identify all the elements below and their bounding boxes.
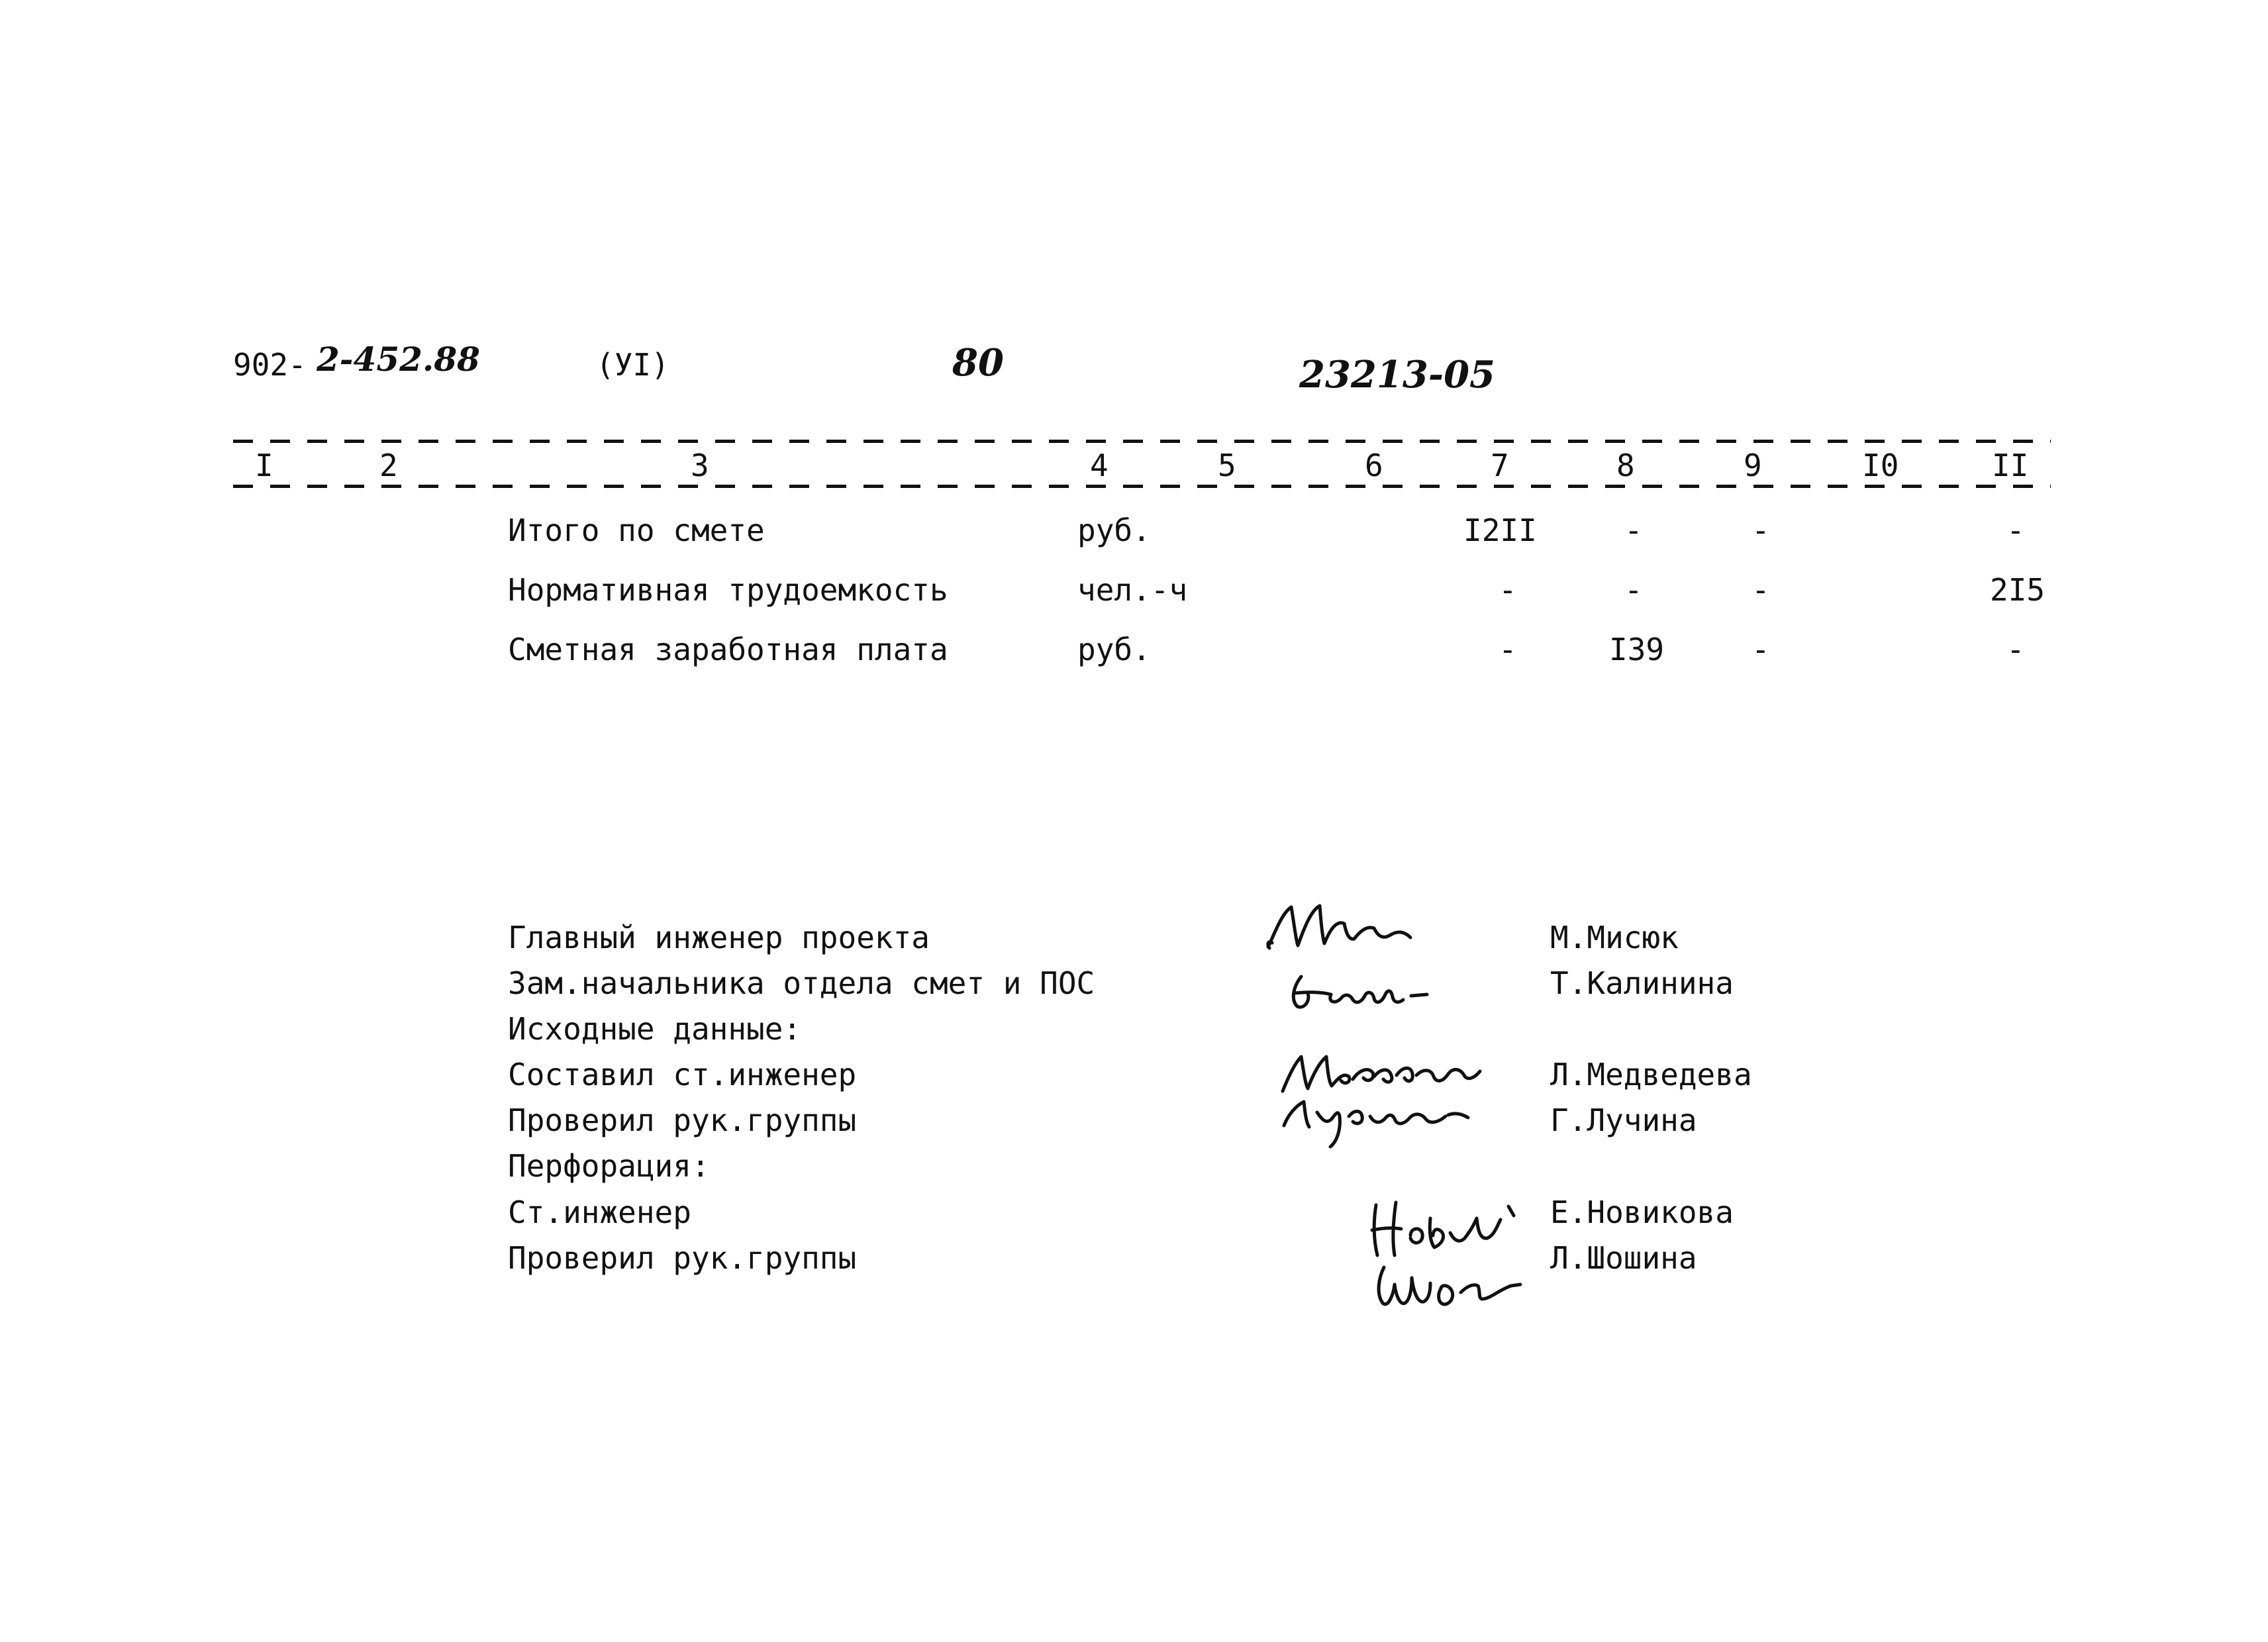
- column-number: 2: [379, 448, 398, 483]
- column-number: 5: [1218, 448, 1236, 483]
- signer-name: Л.Медведева: [1550, 1057, 1752, 1092]
- cell-col-7: I2II: [1463, 512, 1537, 548]
- cell-col-11: -: [2006, 512, 2025, 548]
- project-code-printed: 902-: [233, 347, 307, 383]
- page-number: 80: [952, 341, 1004, 385]
- column-number: I0: [1862, 448, 1899, 483]
- cell-col-7: -: [1499, 632, 1517, 667]
- signer-name: М.Мисюк: [1550, 920, 1679, 955]
- table-header-rule: [233, 485, 2051, 488]
- cell-col-9: -: [1751, 632, 1770, 667]
- column-number: 3: [691, 448, 709, 483]
- signer-name: Л.Шошина: [1550, 1240, 1697, 1276]
- signer-name: Г.Лучина: [1550, 1102, 1697, 1138]
- role-label: Составил ст.инженер: [508, 1057, 857, 1092]
- document-number: 23213-05: [1299, 353, 1495, 397]
- role-label: Проверил рук.группы: [508, 1240, 857, 1276]
- cell-col-11: 2I5: [1990, 572, 2046, 608]
- row-unit: руб.: [1077, 512, 1151, 548]
- role-label: Перфорация:: [508, 1148, 710, 1184]
- volume-label: (УI): [596, 347, 669, 383]
- column-number: 4: [1090, 448, 1109, 483]
- row-name: Итого по смете: [508, 512, 765, 548]
- column-number: II: [1992, 448, 2029, 483]
- project-code-handwritten: 2-452.88: [317, 340, 480, 379]
- column-number: 9: [1744, 448, 1762, 483]
- signature-luchina: [1275, 1086, 1473, 1152]
- column-number: 6: [1365, 448, 1383, 483]
- signature-kalinina: [1281, 960, 1434, 1020]
- cell-col-9: -: [1751, 572, 1770, 608]
- role-label: Исходные данные:: [508, 1011, 802, 1047]
- cell-col-11: -: [2006, 632, 2025, 667]
- signer-name: Е.Новикова: [1550, 1194, 1734, 1230]
- column-number: 7: [1491, 448, 1509, 483]
- cell-col-7: -: [1499, 572, 1517, 608]
- row-name: Сметная заработная плата: [508, 632, 948, 667]
- role-label: Зам.начальника отдела смет и ПОС: [508, 965, 1095, 1001]
- cell-col-8: -: [1624, 512, 1643, 548]
- signature-shoshina: [1364, 1251, 1530, 1318]
- column-number: I: [255, 448, 273, 483]
- signature-misyuk: [1261, 887, 1420, 960]
- signer-name: Т.Калинина: [1550, 965, 1734, 1001]
- cell-col-8: -: [1624, 572, 1643, 608]
- cell-col-8: I39: [1609, 632, 1665, 667]
- table-top-rule: [233, 440, 2051, 443]
- role-label: Проверил рук.группы: [508, 1102, 857, 1138]
- row-unit: руб.: [1077, 632, 1151, 667]
- row-unit: чел.-ч: [1077, 572, 1188, 608]
- row-name: Нормативная трудоемкость: [508, 572, 948, 608]
- column-number: 8: [1616, 448, 1635, 483]
- role-label: Главный инженер проекта: [508, 920, 930, 955]
- role-label: Ст.инженер: [508, 1194, 691, 1230]
- cell-col-9: -: [1751, 512, 1770, 548]
